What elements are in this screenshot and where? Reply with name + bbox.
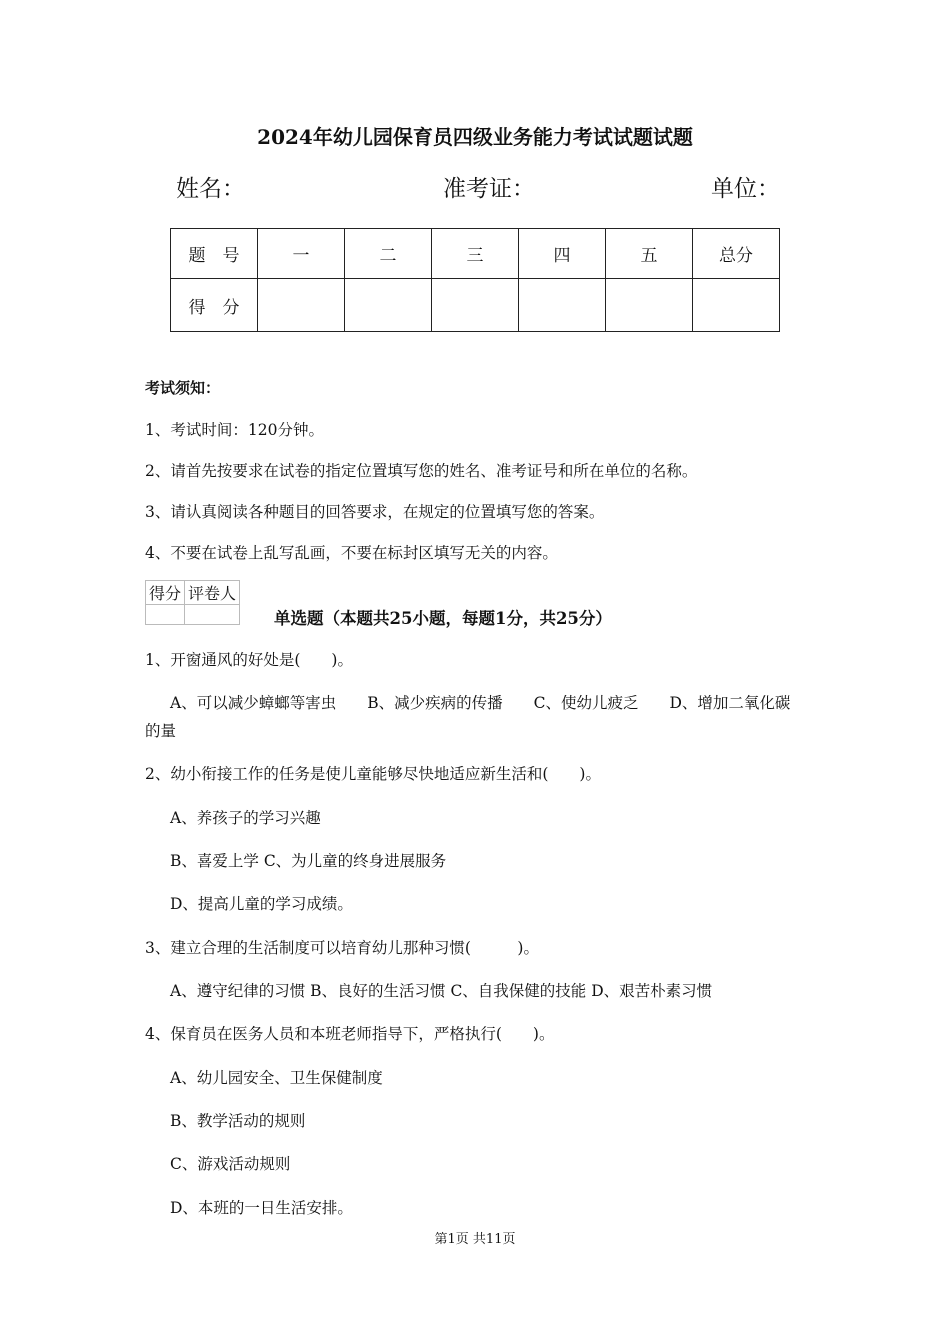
question-option: B、教学活动的规则 (170, 1112, 306, 1130)
question-option: C、游戏活动规则 (170, 1155, 291, 1173)
score-cell-total[interactable] (693, 279, 780, 332)
notice-item: 3、请认真阅读各种题目的回答要求，在规定的位置填写您的答案。 (145, 503, 605, 521)
name-label: 姓名： (176, 176, 245, 202)
score-cell-5[interactable] (606, 279, 693, 332)
question-option: A、遵守纪律的习惯 B、良好的生活习惯 C、自我保健的技能 D、艰苦朴素习惯 (170, 982, 713, 1000)
score-table-col-4: 四 (519, 229, 606, 279)
score-table-header-label: 题 号 (171, 229, 258, 279)
notice-heading: 考试须知： (145, 379, 221, 397)
score-table-col-3: 三 (432, 229, 519, 279)
score-table-col-1: 一 (258, 229, 345, 279)
question-stem: 3、建立合理的生活制度可以培育幼儿那种习惯( )。 (145, 939, 539, 957)
score-cell-4[interactable] (519, 279, 606, 332)
question-stem: 4、保育员在医务人员和本班老师指导下，严格执行( )。 (145, 1025, 555, 1043)
score-cell-2[interactable] (345, 279, 432, 332)
question-option: A、养孩子的学习兴趣 (170, 809, 321, 827)
grader-score-label: 得分 (146, 581, 185, 605)
question-option: D、本班的一日生活安排。 (170, 1199, 353, 1217)
notice-item: 2、请首先按要求在试卷的指定位置填写您的姓名、准考证号和所在单位的名称。 (145, 462, 698, 480)
score-table-col-5: 五 (606, 229, 693, 279)
grader-reviewer-cell[interactable] (185, 605, 240, 625)
question-option: B、喜爱上学 C、为儿童的终身进展服务 (170, 852, 447, 870)
page-title: 2024年幼儿园保育员四级业务能力考试试题试题 (257, 125, 693, 149)
exam-id-label: 准考证： (443, 176, 535, 202)
score-table-col-total: 总分 (693, 229, 780, 279)
grader-score-cell[interactable] (146, 605, 185, 625)
question-option: A、可以减少蟑螂等害虫 B、减少疾病的传播 C、使幼儿疲乏 D、增加二氧化碳 (170, 694, 791, 712)
question-stem: 1、开窗通风的好处是( )。 (145, 651, 353, 669)
score-table-col-2: 二 (345, 229, 432, 279)
question-option: D、提高儿童的学习成绩。 (170, 895, 353, 913)
section-title: 单选题（本题共25小题，每题1分，共25分） (274, 609, 612, 628)
score-table-header-row (171, 229, 780, 279)
grader-box (145, 580, 240, 625)
unit-label: 单位： (711, 176, 780, 202)
page-footer: 第1页 共11页 (434, 1232, 516, 1247)
question-option: 的量 (145, 722, 177, 740)
score-table (170, 228, 780, 332)
notice-item: 1、考试时间：120分钟。 (145, 421, 324, 439)
question-stem: 2、幼小衔接工作的任务是使儿童能够尽快地适应新生活和( )。 (145, 765, 601, 783)
notice-item: 4、不要在试卷上乱写乱画，不要在标封区填写无关的内容。 (145, 544, 558, 562)
score-table-score-label: 得 分 (171, 279, 258, 332)
grader-reviewer-label: 评卷人 (185, 581, 240, 605)
score-table-score-row (171, 279, 780, 332)
score-cell-3[interactable] (432, 279, 519, 332)
question-option: A、幼儿园安全、卫生保健制度 (170, 1069, 383, 1087)
score-cell-1[interactable] (258, 279, 345, 332)
